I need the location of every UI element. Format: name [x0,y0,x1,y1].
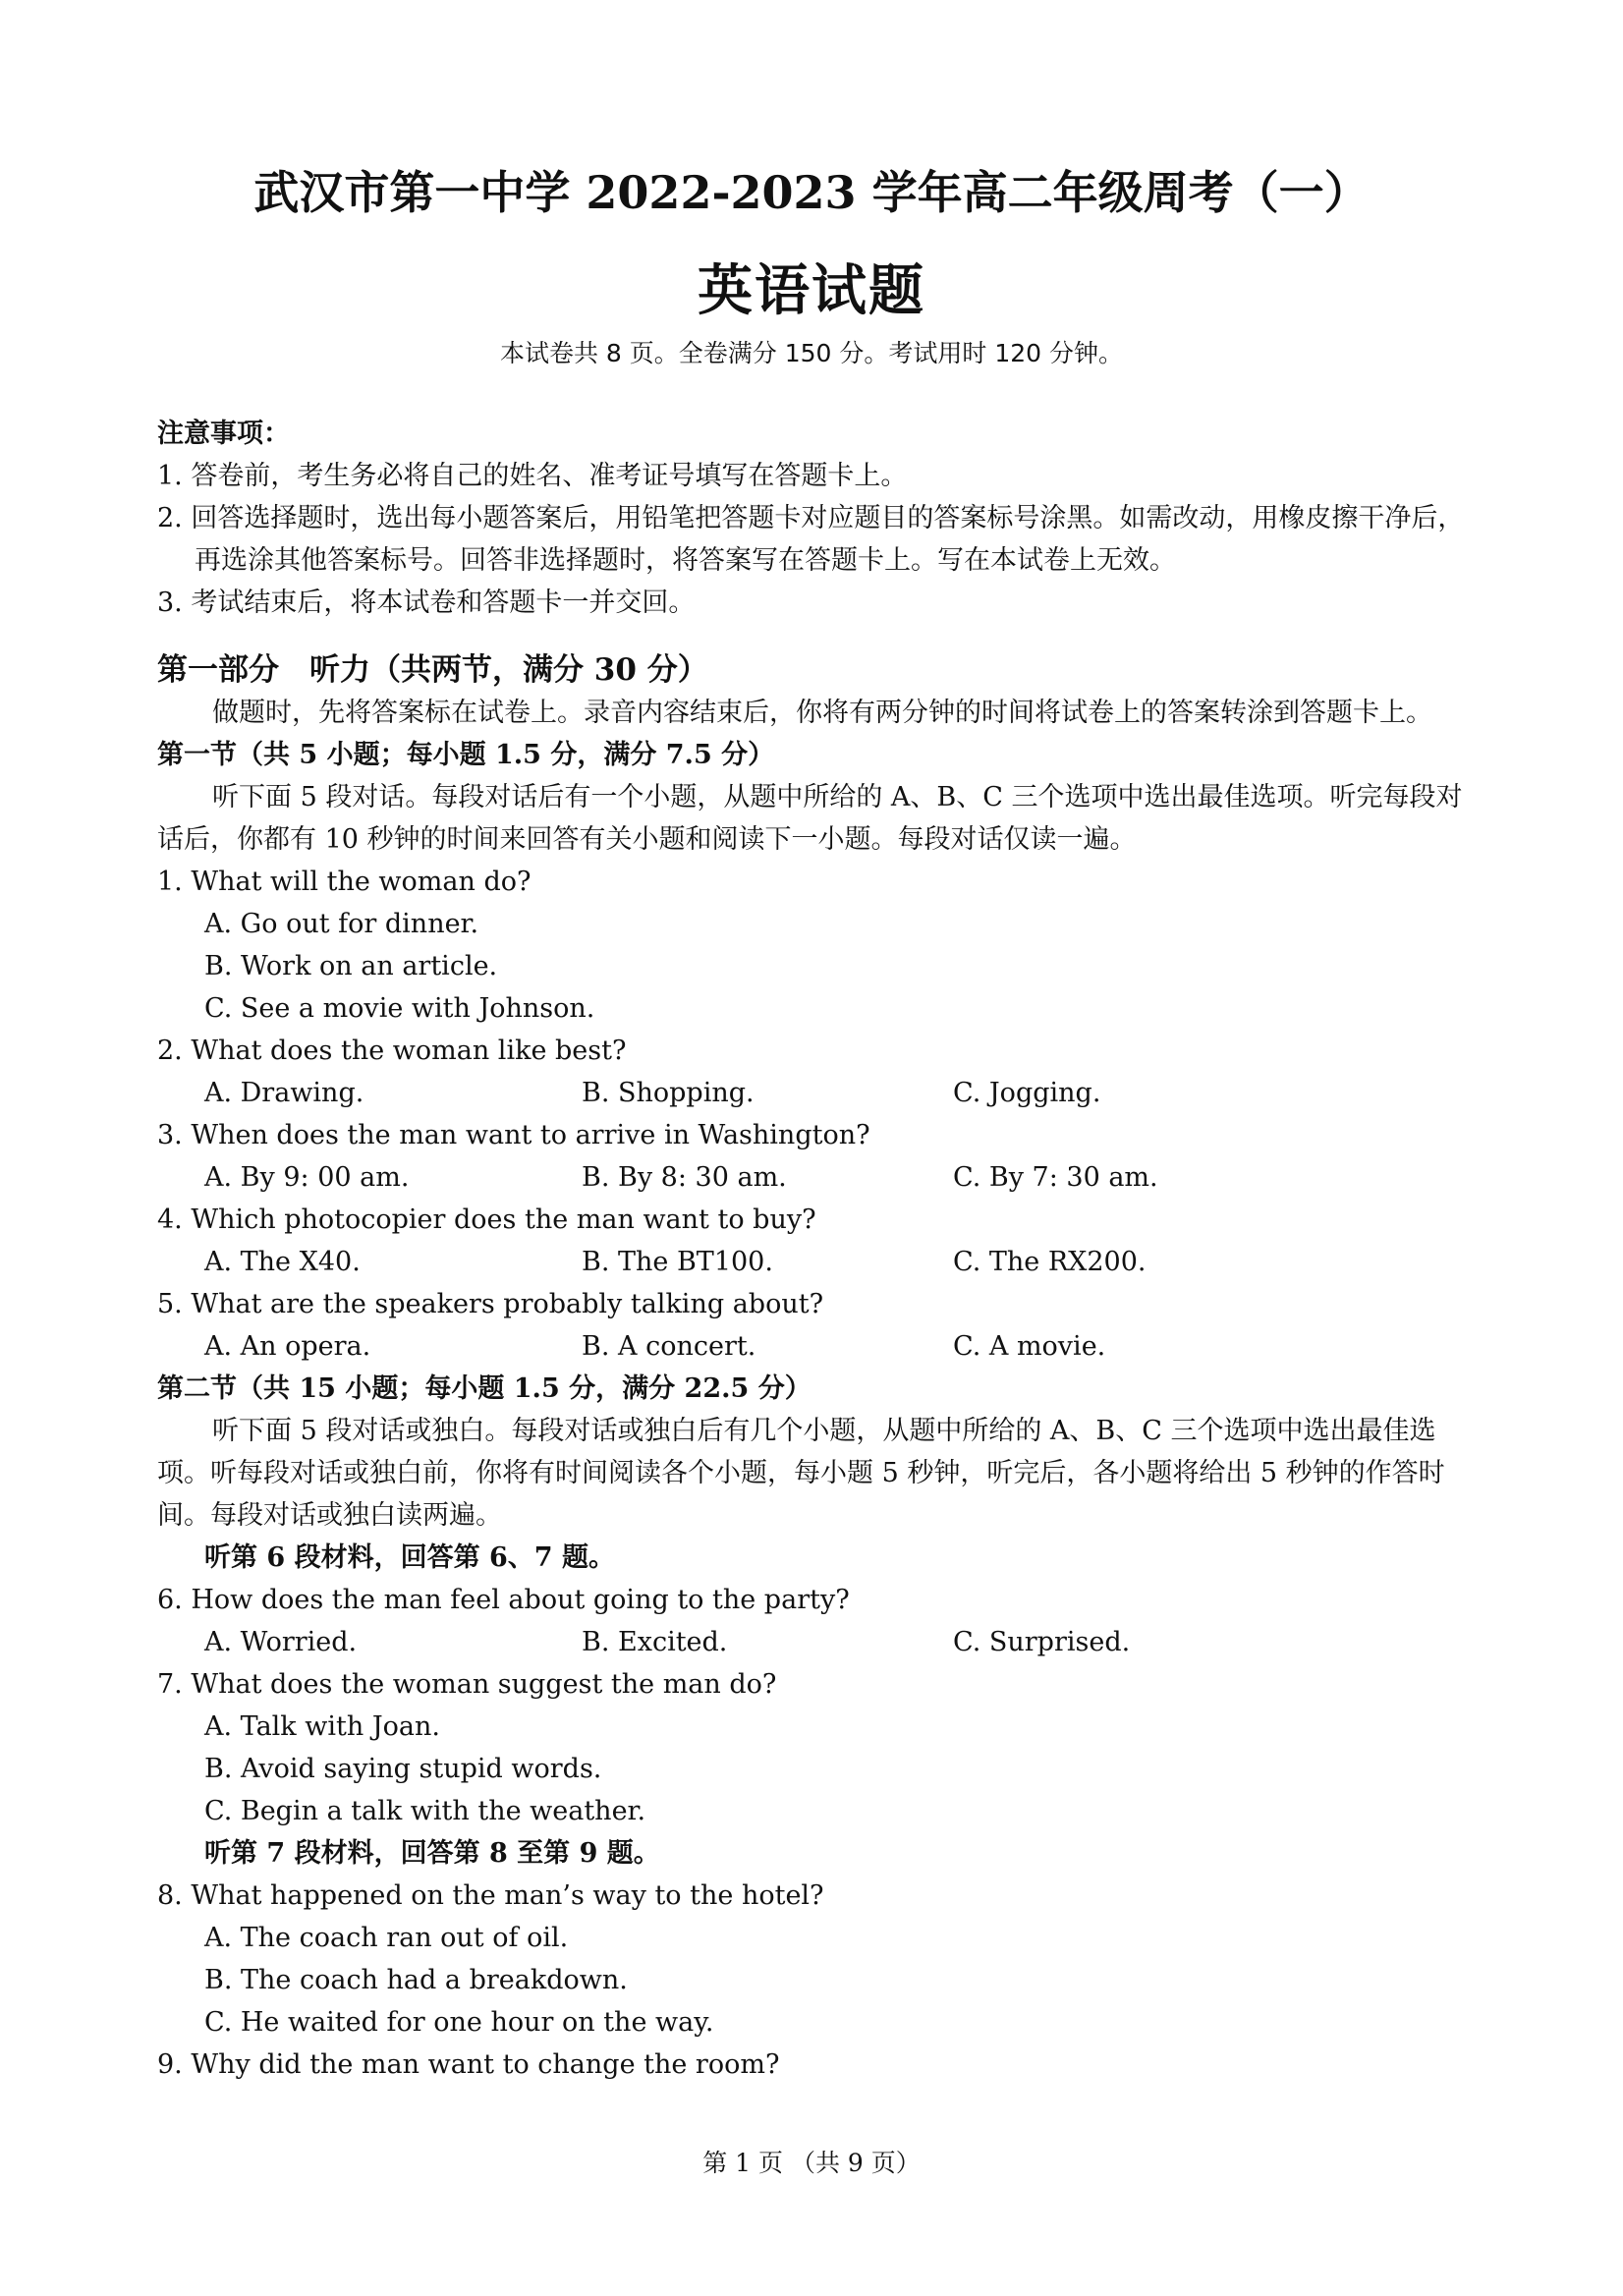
question-8-option-b: B. The coach had a breakdown. [204,1965,628,1995]
question-6-option-a: A. Worried. [204,1627,358,1657]
question-3-option-b: B. By 8: 30 am. [582,1162,787,1193]
question-1-stem: 1. What will the woman do? [157,867,532,897]
note-item-1: 1. 答卷前，考生务必将自己的姓名、准考证号填写在答题卡上。 [157,461,908,491]
question-4-stem: 4. Which photocopier does the man want to buy? [157,1204,816,1235]
material-7-heading: 听第 7 段材料，回答第 8 至第 9 题。 [204,1838,660,1869]
question-7-stem: 7. What does the woman suggest the man do? [157,1669,777,1700]
question-3-options [157,1156,1483,1199]
material-6-heading: 听第 6 段材料，回答第 6、7 题。 [204,1542,615,1573]
question-6-options [157,1621,1483,1663]
note-item-2: 2. 回答选择题时，选出每小题答案后，用铅笔把答题卡对应题目的答案标号涂黑。如需改动，用橡皮擦干净后，再选涂其他答案标号。回答非选择题时，将答案写在答题卡上。写在本试卷上无效。 [157,503,1465,576]
question-3-option-c: C. By 7: 30 am. [953,1162,1158,1193]
question-6-option-c: C. Surprised. [953,1627,1131,1657]
question-2-option-b: B. Shopping. [582,1078,755,1108]
part1-intro: 做题时，先将答案标在试卷上。录音内容结束后，你将有两分钟的时间将试卷上的答案转涂到答题卡上。 [212,698,1432,728]
question-2-stem: 2. What does the woman like best? [157,1036,627,1066]
question-5-options [157,1325,1483,1368]
exam-title: 武汉市第一中学 2022-2023 学年高二年级周考（一） [253,166,1370,219]
question-5-stem: 5. What are the speakers probably talking about? [157,1289,824,1319]
section1-heading: 第一节（共 5 小题；每小题 1.5 分，满分 7.5 分） [157,740,775,770]
question-3-stem: 3. When does the man want to arrive in Washington? [157,1120,870,1150]
question-6-stem: 6. How does the man feel about going to the party? [157,1585,850,1615]
note-item-3: 3. 考试结束后，将本试卷和答题卡一并交回。 [157,588,696,618]
section2-intro: 听下面 5 段对话或独白。每段对话或独白后有几个小题，从题中所给的 A、B、C 三个选项中选出最佳选项。听每段对话或独白前，你将有时间阅读各个小题，每小题 5 秒钟，听完后，各小题将给出 5 秒钟的作答时间。每段对话或独白读两遍。 [157,1416,1445,1531]
question-1-option-a: A. Go out for dinner. [204,909,479,939]
question-8-stem: 8. What happened on the man’s way to the hotel? [157,1880,824,1911]
question-1-option-c: C. See a movie with Johnson. [204,993,595,1024]
question-2-options [157,1072,1483,1114]
question-5-option-a: A. An opera. [204,1331,371,1362]
question-4-option-a: A. The X40. [204,1247,361,1277]
part1-heading: 第一部分 听力（共两节，满分 30 分） [157,652,708,688]
exam-subject: 英语试题 [698,258,925,323]
question-8-option-c: C. He waited for one hour on the way. [204,2007,714,2038]
question-3-option-a: A. By 9: 00 am. [204,1162,410,1193]
section2-heading: 第二节（共 15 小题；每小题 1.5 分，满分 22.5 分） [157,1373,812,1404]
notes-heading: 注意事项： [157,419,290,449]
question-5-option-c: C. A movie. [953,1331,1106,1362]
question-7-option-b: B. Avoid saying stupid words. [204,1754,602,1784]
question-1-option-b: B. Work on an article. [204,951,498,981]
question-6-option-b: B. Excited. [582,1627,728,1657]
question-4-option-b: B. The BT100. [582,1247,773,1277]
question-2-option-c: C. Jogging. [953,1078,1101,1108]
exam-content [157,413,1483,2086]
question-4-option-c: C. The RX200. [953,1247,1147,1277]
question-8-option-a: A. The coach ran out of oil. [204,1923,569,1953]
question-7-option-c: C. Begin a talk with the weather. [204,1796,646,1826]
exam-info: 本试卷共 8 页。全卷满分 150 分。考试用时 120 分钟。 [499,339,1124,367]
page-footer: 第 1 页 （共 9 页） [702,2149,921,2177]
question-9-stem: 9. Why did the man want to change the room? [157,2049,780,2080]
section1-intro: 听下面 5 段对话。每段对话后有一个小题，从题中所给的 A、B、C 三个选项中选出最佳选项。听完每段对话后，你都有 10 秒钟的时间来回答有关小题和阅读下一小题。每段对话仅读一遍。 [157,782,1463,855]
question-5-option-b: B. A concert. [582,1331,756,1362]
question-2-option-a: A. Drawing. [204,1078,364,1108]
question-7-option-a: A. Talk with Joan. [204,1711,440,1742]
question-4-options [157,1241,1483,1283]
